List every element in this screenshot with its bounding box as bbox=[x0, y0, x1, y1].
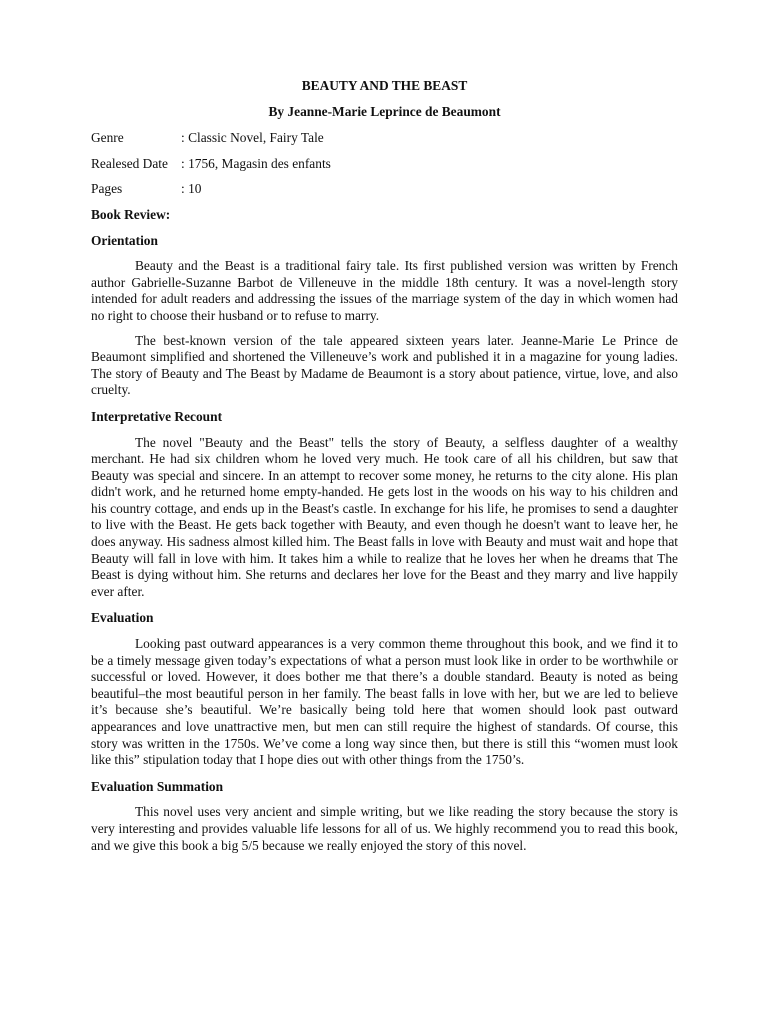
meta-label: Realesed Date bbox=[91, 155, 168, 171]
meta-row-genre bbox=[91, 130, 678, 147]
paragraph: Beauty and the Beast is a traditional fairy tale. Its first published version was written by French author Gabrielle-Suzanne Barbot de Villeneuve in the middle 18th century. It was a novel-length story intended for adult readers and addressing the issues of the marriage system of the day in which women had no right to choose their husband or to refuse to marry. bbox=[91, 258, 678, 323]
paragraph: The best-known version of the tale appeared sixteen years later. Jeanne-Marie Le Prince de Beaumont simplified and shortened the Villeneuve’s work and published it in a magazine for young ladies. The story of Beauty and The Beast by Madame de Beaumont is a story about patience, virtue, love, and also cruelty. bbox=[91, 332, 678, 398]
meta-row-pages bbox=[91, 181, 678, 198]
section-heading-evaluation: Evaluation bbox=[91, 610, 154, 626]
author-line: By Jeanne-Marie Leprince de Beaumont bbox=[268, 103, 501, 119]
meta-row-release-date bbox=[91, 156, 678, 173]
document-title: BEAUTY AND THE BEAST bbox=[301, 78, 468, 93]
section-heading-interpretative-recount: Interpretative Recount bbox=[91, 408, 223, 424]
meta-value: : Classic Novel, Fairy Tale bbox=[181, 130, 324, 146]
meta-label: Pages bbox=[91, 181, 123, 197]
paragraph: Looking past outward appearances is a very common theme throughout this book, and we find it to be a timely message given today’s expectations of what a person must look like in order to be worthwhile or successful or loved. However, it does bother me that there’s a double standard. Beauty is noted as being beautiful–the most beautiful person in her family. The beast falls in love with her, but we are led to believe it’s because she’s beautiful. We’re basically being told here that women should look past outward appearances and love unattractive men, but men can still require the highest of standards. Of course, this story was written in the 1750s. We’ve come a long way since then, but there is still this “women must look like this” stipulation today that I hope dies out with other things from the 1750’s. bbox=[91, 636, 678, 768]
document-page bbox=[91, 78, 678, 862]
section-heading-evaluation-summation: Evaluation Summation bbox=[91, 778, 224, 794]
section-heading-orientation: Orientation bbox=[91, 232, 158, 248]
paragraph: The novel "Beauty and the Beast" tells the story of Beauty, a selfless daughter of a wealthy merchant. He had six children whom he loved very much. He took care of all his children, but saw that Beauty was special and sincere. In an attempt to recover some money, he returns to the city alone. His plan didn't work, and he returned home empty-handed. He gets lost in the woods on his way to his children and his country cottage, and ends up in the Beast's castle. In exchange for his life, he promises to send a daughter to live with the Beast. He gets back together with Beauty, and even though he doesn't want to leave her, he does anyway. His sadness almost killed him. The Beast falls in love with Beauty and must wait and hope that Beauty will fall in love with him. It takes him a while to realize that he loves her when he dreams that The Beast is dying without him. She returns and declares her love for the Beast and they marry and live happily ever after. bbox=[91, 434, 678, 599]
book-review-heading: Book Review: bbox=[91, 206, 171, 222]
meta-label: Genre bbox=[91, 130, 124, 146]
paragraph: This novel uses very ancient and simple writing, but we like reading the story because the story is very interesting and provides valuable life lessons for all of us. We highly recommend you to read this book, and we give this book a big 5/5 because we really enjoyed the story of this novel. bbox=[91, 804, 678, 853]
meta-value: : 10 bbox=[181, 181, 202, 197]
meta-value: : 1756, Magasin des enfants bbox=[181, 155, 331, 171]
